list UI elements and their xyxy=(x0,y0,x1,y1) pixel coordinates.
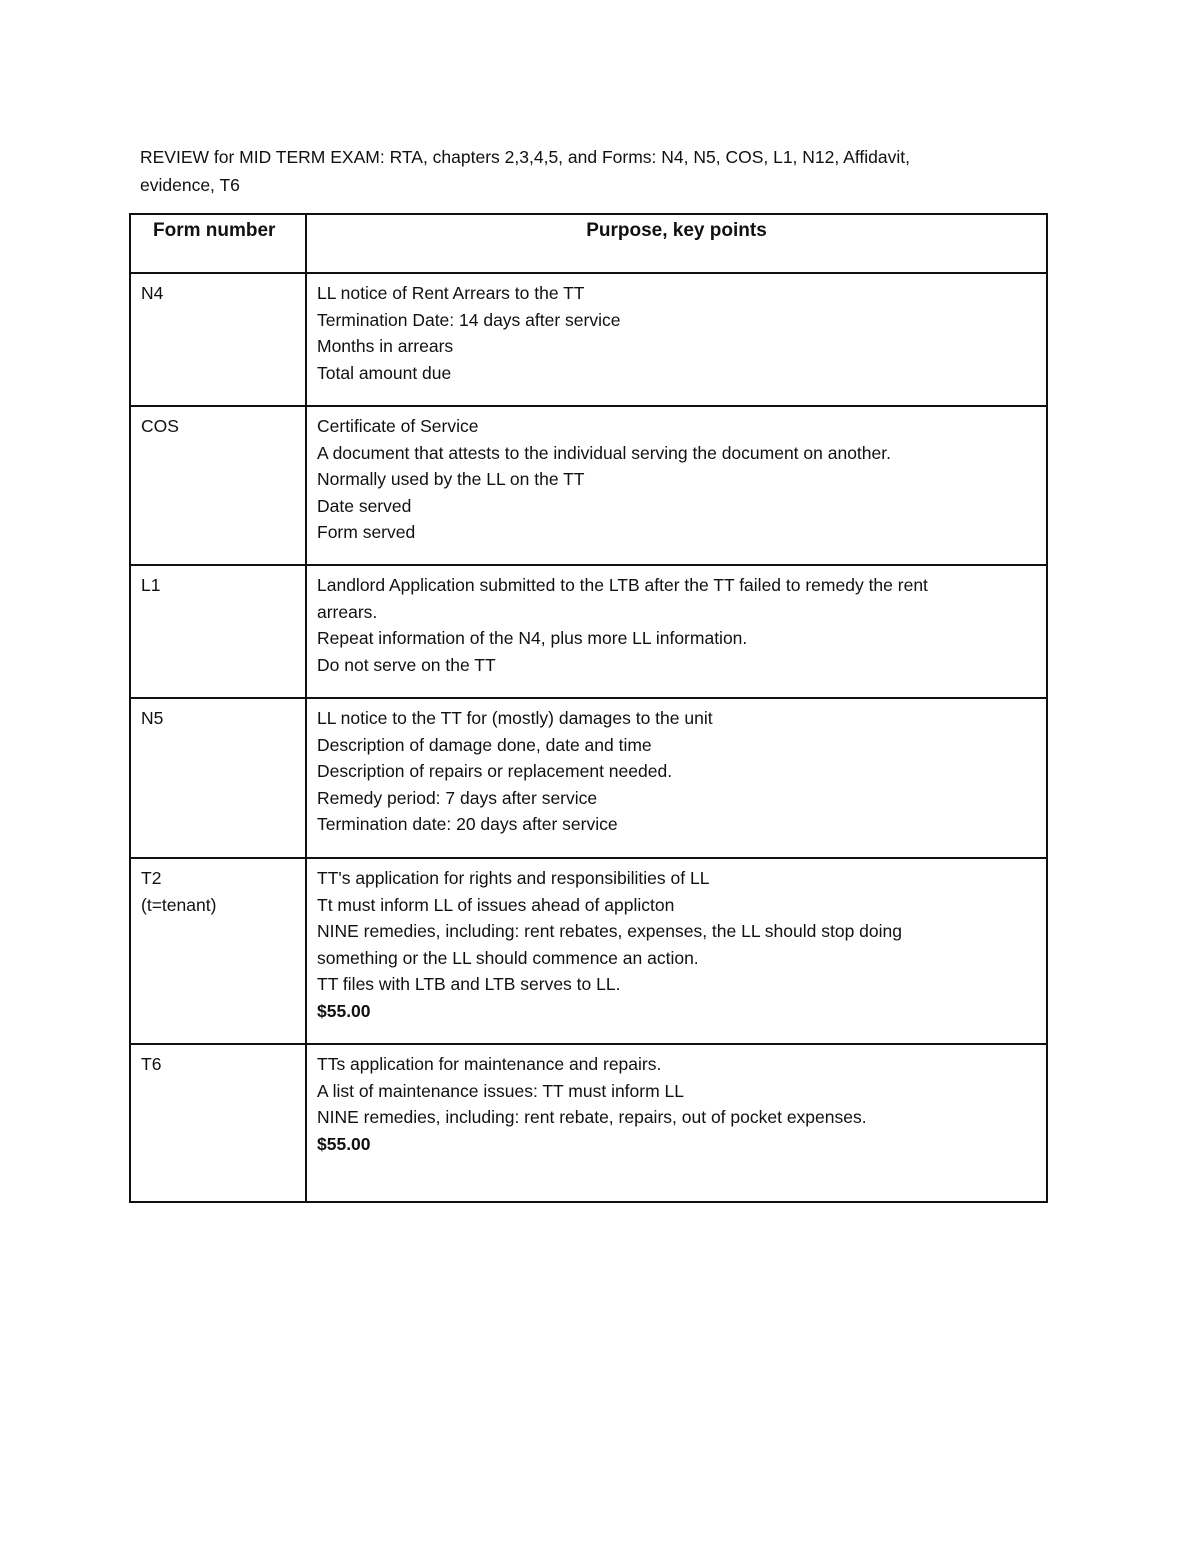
purpose-line: Remedy period: 7 days after service xyxy=(317,787,598,808)
form-number: L1 xyxy=(141,575,161,595)
purpose-cell xyxy=(306,565,1047,698)
form-number: N5 xyxy=(141,708,164,728)
purpose-line: Description of repairs or replacement needed. xyxy=(317,761,673,781)
purpose-line: Form served xyxy=(317,522,416,542)
page-heading xyxy=(140,143,1020,199)
purpose-line: A document that attests to the individual serving the document on another. xyxy=(317,442,891,463)
table-row xyxy=(130,1044,1047,1202)
heading-line-2: evidence, T6 xyxy=(140,175,240,195)
form-number-cell xyxy=(130,698,306,858)
purpose-line: A list of maintenance issues: TT must inform LL xyxy=(317,1080,685,1101)
purpose-cell xyxy=(306,858,1047,1044)
purpose-line: TT files with LTB and LTB serves to LL. xyxy=(317,974,621,994)
purpose-line: TTs application for maintenance and repairs. xyxy=(317,1054,662,1074)
purpose-line: Landlord Application submitted to the LTB after the TT failed to remedy the rent xyxy=(317,575,928,595)
purpose-line: Tt must inform LL of issues ahead of applicton xyxy=(317,894,675,915)
form-number: T6 xyxy=(141,1054,162,1074)
purpose-line: Total amount due xyxy=(317,362,452,383)
purpose-cell xyxy=(306,273,1047,406)
form-number-cell xyxy=(130,273,306,406)
purpose-line: Certificate of Service xyxy=(317,416,479,436)
header-purpose: Purpose, key points xyxy=(306,214,1047,273)
table-row xyxy=(130,273,1047,406)
form-number: N4 xyxy=(141,283,164,303)
purpose-line: Termination date: 20 days after service xyxy=(317,814,618,834)
purpose-line: Date served xyxy=(317,495,412,516)
purpose-line: NINE remedies, including: rent rebates, expenses, the LL should stop doing xyxy=(317,921,902,941)
form-number-cell xyxy=(130,565,306,698)
purpose-line: Months in arrears xyxy=(317,336,454,356)
form-number-cell xyxy=(130,1044,306,1202)
table-row xyxy=(130,406,1047,565)
purpose-line: LL notice of Rent Arrears to the TT xyxy=(317,283,585,303)
form-number-note: (t=tenant) xyxy=(141,894,217,915)
form-number-cell xyxy=(130,406,306,565)
purpose-cell xyxy=(306,1044,1047,1202)
form-number: T2 xyxy=(141,868,162,888)
purpose-line: arrears. xyxy=(317,601,378,622)
purpose-line: something or the LL should commence an action. xyxy=(317,947,699,968)
header-form-number: Form number xyxy=(130,214,306,273)
purpose-line: Do not serve on the TT xyxy=(317,654,496,675)
purpose-line: Normally used by the LL on the TT xyxy=(317,469,585,489)
form-number: COS xyxy=(141,416,179,436)
table-row xyxy=(130,565,1047,698)
purpose-line: NINE remedies, including: rent rebate, repairs, out of pocket expenses. xyxy=(317,1107,867,1127)
purpose-line: TT's application for rights and responsibilities of LL xyxy=(317,868,710,888)
form-number-cell xyxy=(130,858,306,1044)
purpose-line: Description of damage done, date and time xyxy=(317,734,652,755)
purpose-line: Repeat information of the N4, plus more LL information. xyxy=(317,628,748,648)
purpose-cell xyxy=(306,406,1047,565)
table-row xyxy=(130,858,1047,1044)
fee-amount: $55.00 xyxy=(317,1000,371,1021)
heading-line-1: REVIEW for MID TERM EXAM: RTA, chapters 2,3,4,5, and Forms: N4, N5, COS, L1, N12, Affidavit, xyxy=(140,147,910,167)
table-row xyxy=(130,698,1047,858)
purpose-cell xyxy=(306,698,1047,858)
purpose-line: Termination Date: 14 days after service xyxy=(317,309,621,330)
forms-review-table xyxy=(129,213,1048,1203)
fee-amount: $55.00 xyxy=(317,1133,371,1154)
purpose-line: LL notice to the TT for (mostly) damages to the unit xyxy=(317,708,713,728)
table-header-row xyxy=(130,214,1047,273)
